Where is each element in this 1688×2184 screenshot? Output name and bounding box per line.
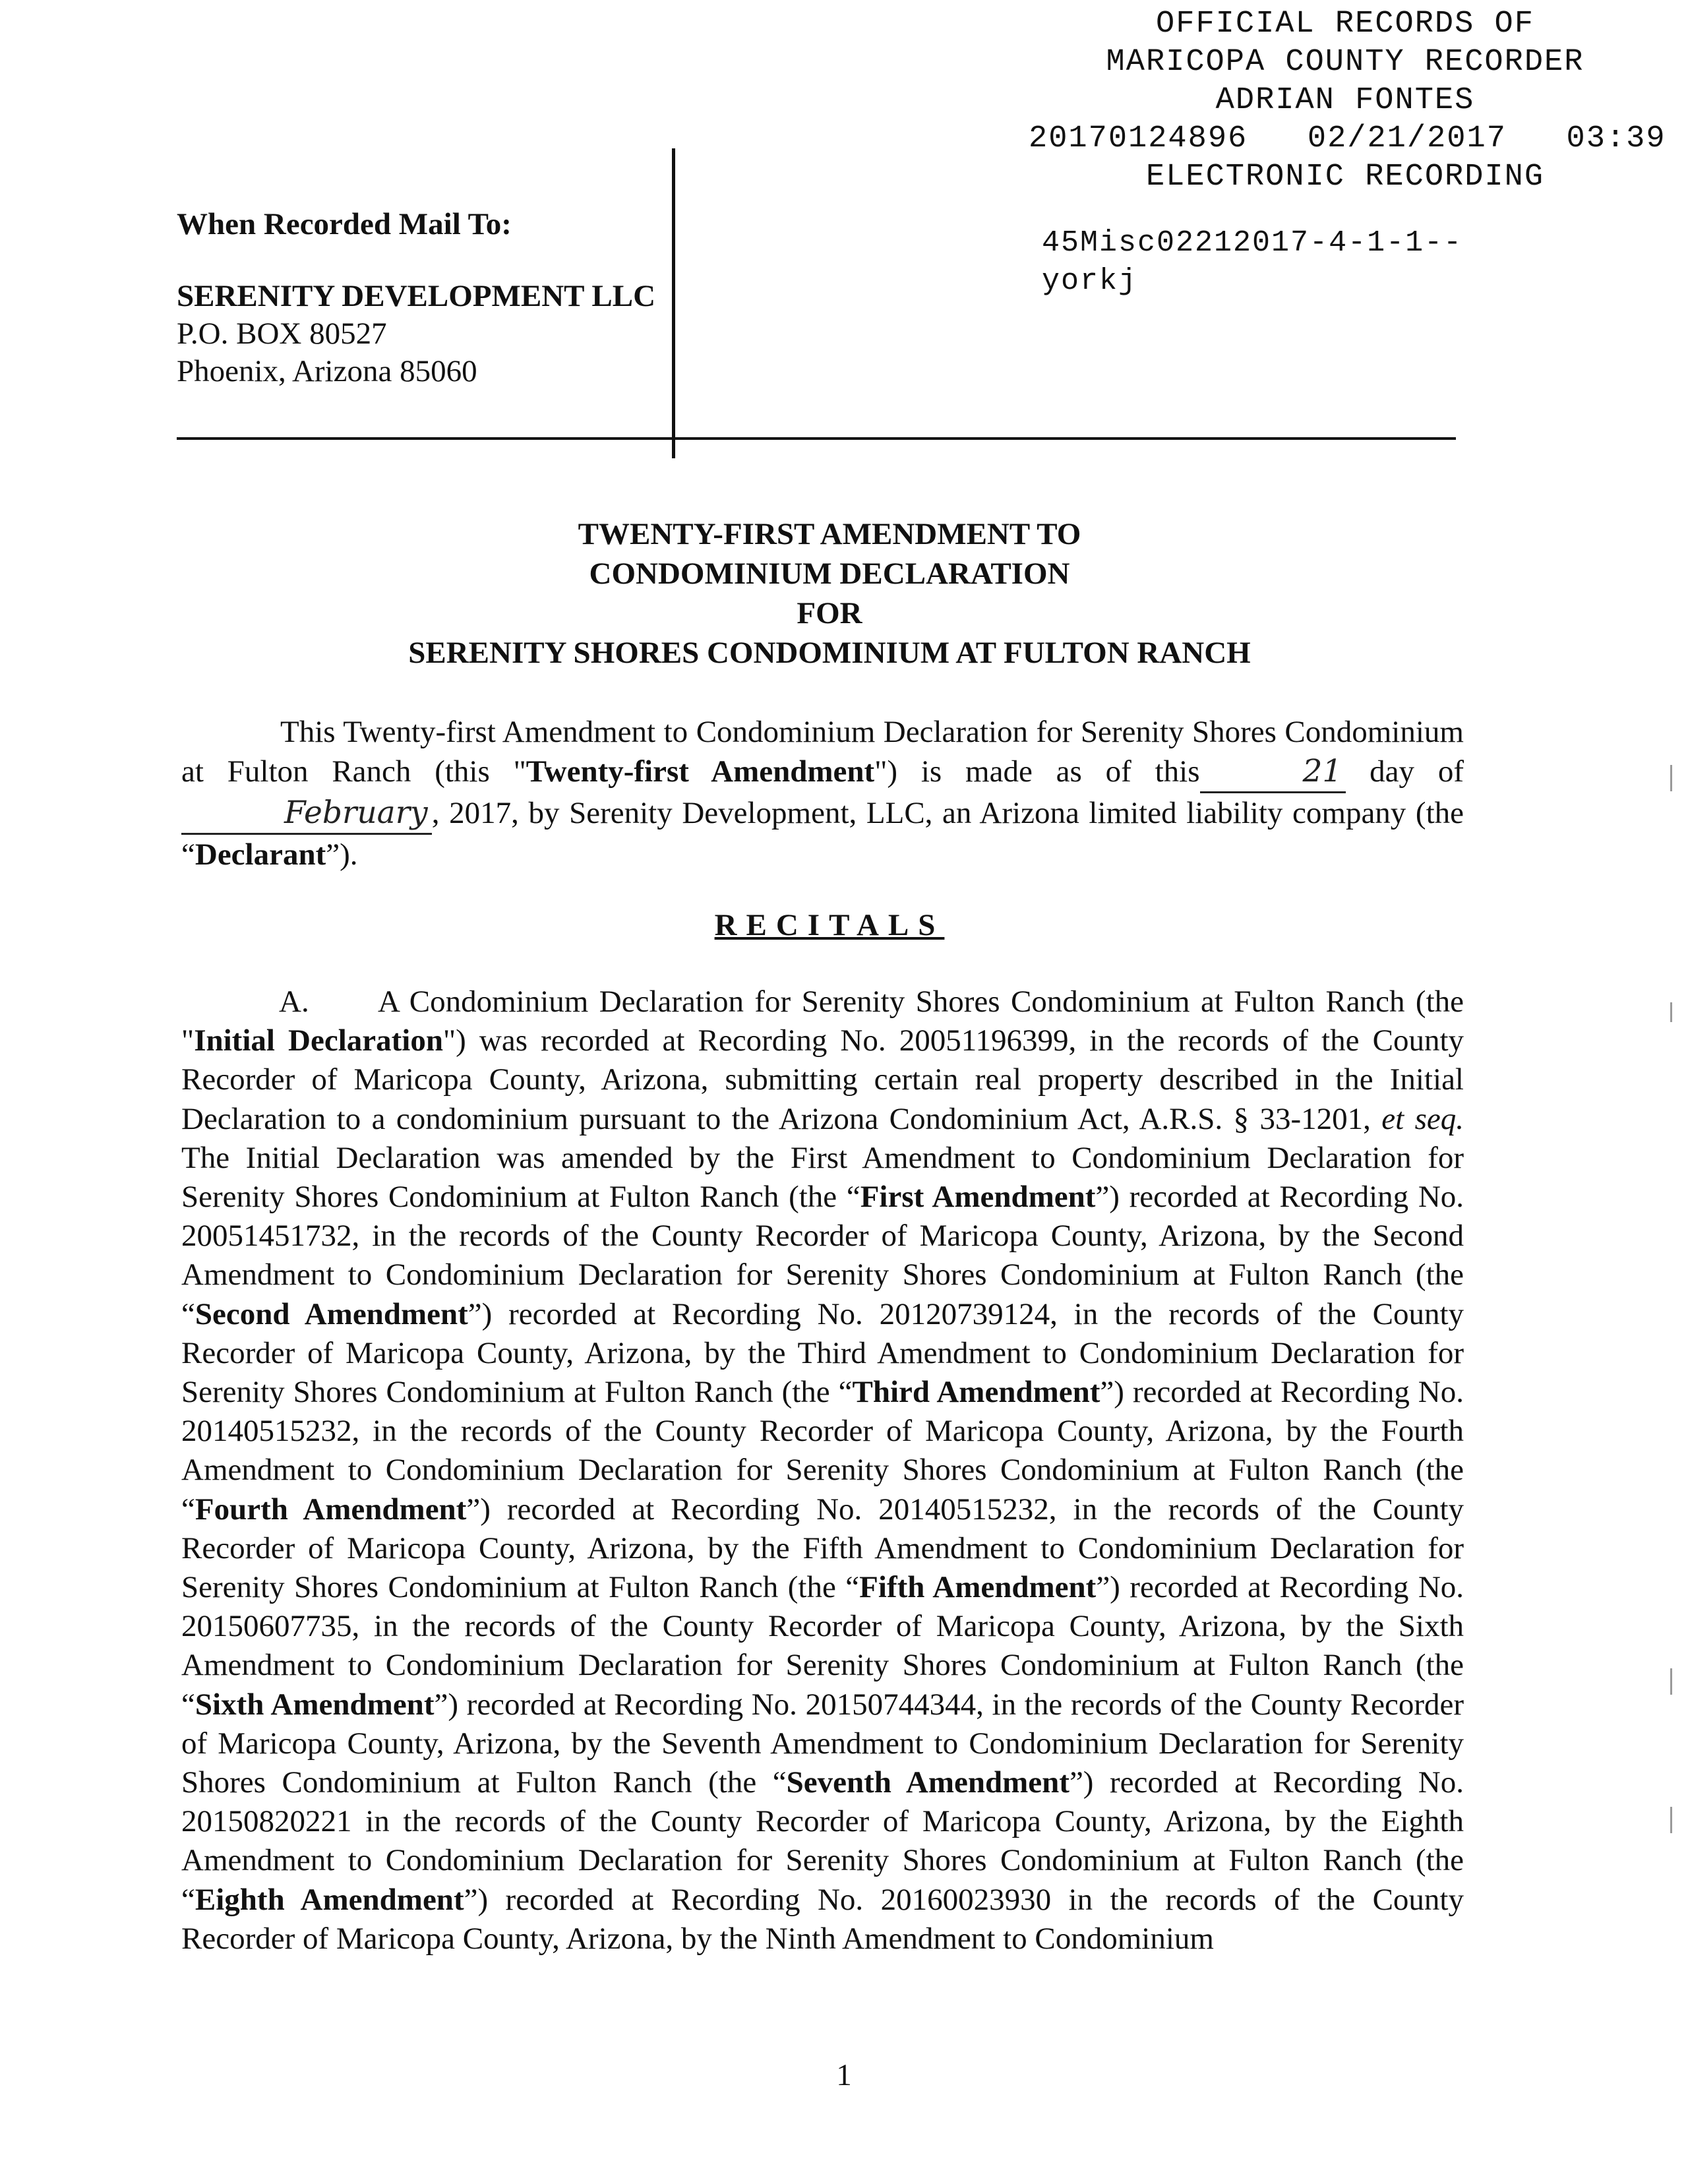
document-title (177, 514, 1482, 673)
defined-term: Second Amendment (195, 1296, 468, 1331)
defined-term: Seventh Amendment (786, 1765, 1070, 1800)
mail-to-heading: When Recorded Mail To: (177, 207, 512, 241)
defined-term: Declarant (195, 837, 326, 872)
title-line: FOR (797, 596, 862, 630)
recital-text: ”) recorded at Recording No. 20160023930 in the records of the County Recorder of Maricopa County, Arizona, by the Ninth Amendment to Condominium (181, 1882, 1464, 1956)
scan-margin-marks (1670, 765, 1673, 1833)
page-number: 1 (836, 2058, 852, 2092)
recitals-heading: RECITALS (714, 908, 945, 942)
defined-term: Twenty-first Amendment (526, 754, 875, 789)
defined-term: Third Amendment (852, 1375, 1100, 1410)
recording-number-date-time: 20170124896 02/21/2017 03:39 (1029, 121, 1666, 156)
recorder-stamp-line: ELECTRONIC RECORDING (1145, 160, 1545, 195)
recorder-stamp-line: MARICOPA COUNTY RECORDER (1106, 45, 1584, 80)
recital-a (181, 983, 1464, 1958)
recital-text: ”) recorded at Recording No. 20150744344, in the records of the County Recorder of Maricopa County, Arizona, by the Seventh Amendment to Condominium Declaration for Serenity Shores Condominium at Fulton Ranch (the “ (181, 1687, 1464, 1800)
recorder-stamp-line: ADRIAN FONTES (1215, 83, 1475, 118)
recorder-stamp (1029, 5, 1666, 197)
handwritten-month: February (181, 793, 432, 835)
defined-term: First Amendment (860, 1180, 1096, 1215)
document-code-user: yorkj (1042, 264, 1138, 298)
document-code (1042, 224, 1462, 301)
scan-mark (1670, 1807, 1672, 1833)
scan-mark (1670, 765, 1672, 791)
intro-text: day of (1346, 754, 1464, 789)
mail-to-name: SERENITY DEVELOPMENT LLC (177, 279, 656, 313)
recital-text: ”) recorded at Recording No. 20120739124, in the records of the County Recorder of Maricopa County, Arizona, by the Third Amendment to Condominium Declaration for Serenity Shores Condominium at Fulton Ranch (the “ (181, 1296, 1464, 1410)
defined-term: Eighth Amendment (195, 1882, 464, 1917)
title-line: TWENTY-FIRST AMENDMENT TO (578, 517, 1081, 551)
handwritten-day: 21 (1200, 752, 1346, 793)
intro-text: ”). (326, 837, 358, 872)
recital-text: ”) recorded at Recording No. 20150820221 in the records of the County Recorder of Maricopa County, Arizona, by the Eighth Amendment to Condominium Declaration for Serenity Shores Condominium at Fulton Ranch (the “ (181, 1765, 1464, 1917)
intro-paragraph (181, 712, 1464, 874)
recital-text: ") was recorded at Recording No. 20051196399, in the records of the County Recorder of Maricopa County, Arizona, submitting certain real property described in the Initial Declaration to a condominium pursuant to the Arizona Condominium Act, A.R.S. § 33-1201, (181, 1023, 1464, 1136)
title-line: SERENITY SHORES CONDOMINIUM AT FULTON RANCH (408, 636, 1251, 670)
defined-term: Fifth Amendment (859, 1570, 1097, 1605)
recital-italic: et seq. (1381, 1101, 1464, 1136)
recital-text: ”) recorded at Recording No. 20150607735, in the records of the County Recorder of Maricopa County, Arizona, by the Sixth Amendment to Condominium Declaration for Serenity Shores Condominium at Fulton Ranch (the “ (181, 1570, 1464, 1722)
recital-text: A Condominium Declaration for Serenity Shores Condominium at Fulton Ranch (the " (181, 985, 1464, 1058)
document-code-line: 45Misc02212017-4-1-1-- (1042, 226, 1463, 260)
recital-text: The Initial Declaration was amended by the First Amendment to Condominium Declaration for Serenity Shores Condominium at Fulton Ranch (the “ (181, 1140, 1464, 1215)
mail-to-address-line: Phoenix, Arizona 85060 (177, 354, 477, 388)
mail-to-block (177, 206, 655, 390)
defined-term: Fourth Amendment (195, 1492, 467, 1527)
scan-mark (1670, 1002, 1672, 1022)
recital-letter: A. (279, 985, 309, 1019)
mail-to-address-line: P.O. BOX 80527 (177, 317, 387, 351)
defined-term: Sixth Amendment (195, 1687, 435, 1722)
recital-text: ”) recorded at Recording No. 20051451732, in the records of the County Recorder of Maricopa County, Arizona, by the Second Amendment to Condominium Declaration for Serenity Shores Condominium at Fulton Ranch (the “ (181, 1180, 1464, 1331)
horizontal-divider (177, 437, 1456, 440)
intro-text: This Twenty-first Amendment to Condominium Declaration for Serenity Shores Condominium at Fulton Ranch (this " (181, 715, 1464, 789)
intro-text: ") is made as of this (874, 754, 1200, 789)
recital-text: ”) recorded at Recording No. 20140515232, in the records of the County Recorder of Maricopa County, Arizona, by the Fourth Amendment to Condominium Declaration for Serenity Shores Condominium at Fulton Ranch (the “ (181, 1375, 1464, 1527)
recital-text: ”) recorded at Recording No. 20140515232, in the records of the County Recorder of Maricopa County, Arizona, by the Fifth Amendment to Condominium Declaration for Serenity Shores Condominium at Fulton Ranch (the “ (181, 1492, 1464, 1605)
vertical-divider (672, 148, 675, 458)
intro-text: , 2017, by Serenity Development, LLC, an Arizona limited liability company (the “ (181, 796, 1464, 872)
scan-mark (1670, 1668, 1672, 1695)
defined-term: Initial Declaration (194, 1023, 443, 1058)
title-line: CONDOMINIUM DECLARATION (589, 557, 1070, 591)
recorder-stamp-line: OFFICIAL RECORDS OF (1156, 7, 1534, 42)
